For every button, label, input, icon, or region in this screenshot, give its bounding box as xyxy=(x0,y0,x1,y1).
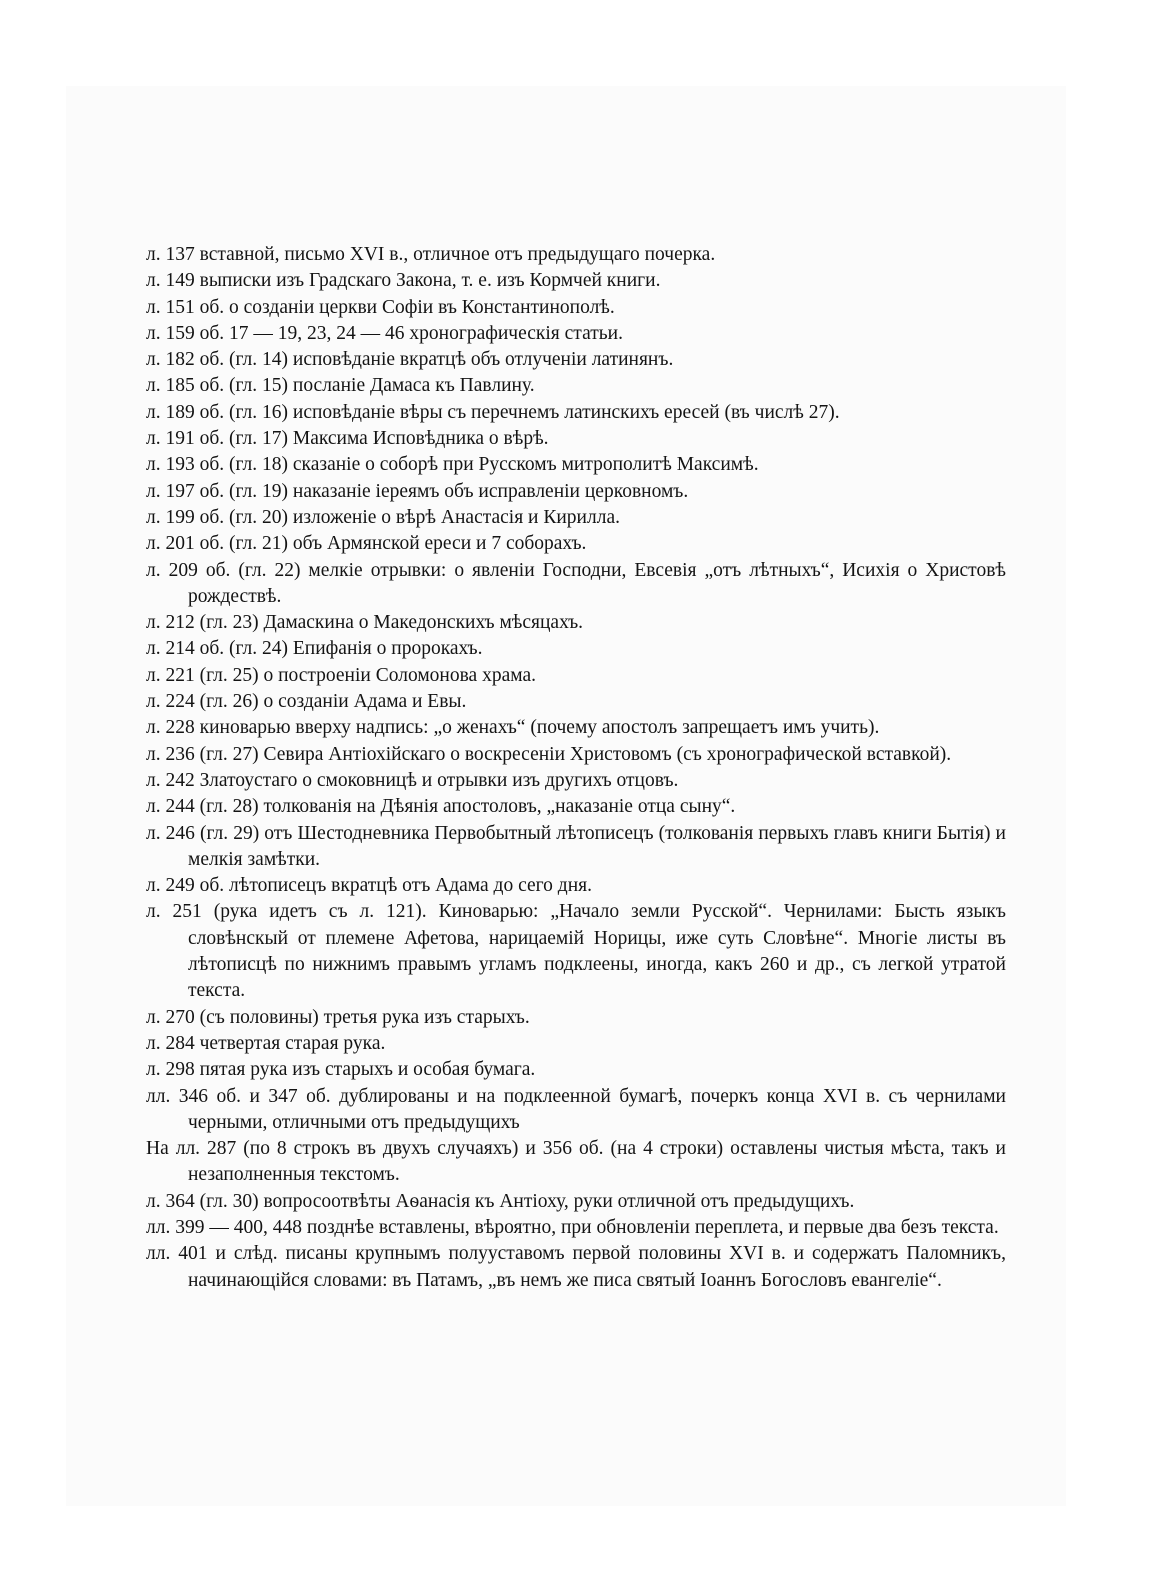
folio-entry: л. 201 об. (гл. 21) объ Армянской ереси и 7 соборахъ. xyxy=(146,533,587,555)
folio-entry: л. 137 вставной, письмо XVI в., отличное отъ предыдущаго почерка. xyxy=(146,244,716,265)
folio-entry: л. 221 (гл. 25) о построеніи Соломонова храма. xyxy=(146,664,536,686)
folio-entry: л. 199 об. (гл. 20) изложеніе о вѣрѣ Анастасія и Кирилла. xyxy=(146,506,620,528)
folio-entry: л. 249 об. лѣтописецъ вкратцѣ отъ Адама до сего дня. xyxy=(146,875,592,897)
folio-entry: л. 236 (гл. 27) Севира Антіохійскаго о воскресеніи Христовомъ (съ хронографической вставкой). xyxy=(146,743,952,765)
folio-entry: л. 159 об. 17 — 19, 23, 24 — 46 хронографическія статьи. xyxy=(146,322,623,344)
folio-entry: л. 214 об. (гл. 24) Епифанія о пророкахъ. xyxy=(146,638,483,660)
folio-entry: лл. 399 — 400, 448 позднѣе вставлены, вѣроятно, при обновленіи переплета, и первые два безъ текста. xyxy=(146,1216,999,1238)
folio-entry: л. 182 об. (гл. 14) исповѣданіе вкратцѣ объ отлученіи латинянъ. xyxy=(146,349,674,371)
folio-entry: л. 228 киноварью вверху надпись: „о женахъ“ (почему апостолъ запрещаетъ имъ учить). xyxy=(146,717,880,739)
folio-entry: На лл. 287 (по 8 строкъ въ двухъ случаяхъ) и 356 об. (на 4 строки) оставлены чистыя мѣста, такъ и незаполненныя текстомъ. xyxy=(146,1138,1006,1186)
folio-entry: лл. 401 и слѣд. писаны крупнымъ полууставомъ первой половины XVI в. и содержатъ Паломникъ, начинающійся словами: въ Патамъ, „въ немъ же писа святый Іоаннъ Богословъ евангеліе“. xyxy=(146,1243,1006,1291)
folio-entry: л. 185 об. (гл. 15) посланіе Дамаса къ Павлину. xyxy=(146,375,535,397)
folio-entry: л. 284 четвертая старая рука. xyxy=(146,1032,386,1054)
folio-entry: л. 244 (гл. 28) толкованія на Дѣянія апостоловъ, „наказаніе отца сыну“. xyxy=(146,796,736,818)
folio-entry: л. 189 об. (гл. 16) исповѣданіе вѣры съ перечнемъ латинскихъ ересей (въ числѣ 27). xyxy=(146,401,840,423)
folio-entry: л. 242 Златоустаго о смоковницѣ и отрывки изъ другихъ отцовъ. xyxy=(146,769,679,791)
folio-entry: л. 298 пятая рука изъ старыхъ и особая бумага. xyxy=(146,1059,536,1081)
folio-entry: л. 197 об. (гл. 19) наказаніе іереямъ объ исправленіи церковномъ. xyxy=(146,480,689,502)
folio-entry: л. 364 (гл. 30) вопросоотвѣты Аѳанасія къ Антіоху, руки отличной отъ предыдущихъ. xyxy=(146,1190,855,1212)
folio-entry: л. 191 об. (гл. 17) Максима Исповѣдника о вѣрѣ. xyxy=(146,428,549,450)
folio-entry: л. 212 (гл. 23) Дамаскина о Македонскихъ мѣсяцахъ. xyxy=(146,612,584,634)
folio-entry: л. 151 об. о созданіи церкви Софіи въ Константинополѣ. xyxy=(146,296,615,318)
folio-entry: л. 251 (рука идетъ съ л. 121). Киноварью: „Начало земли Русской“. Чернилами: Бысть языкъ словѣнскый от племене Афетова, нарицаемій Норицы, иже суть Словѣне“. Многіе листы въ лѣтописцѣ по нижнимъ правымъ угламъ подклеены, иногда, какъ 260 и др., съ легкой утратой текста. xyxy=(146,901,1006,1002)
folio-entry: л. 224 (гл. 26) о созданіи Адама и Евы. xyxy=(146,691,467,713)
folio-entry: л. 209 об. (гл. 22) мелкіе отрывки: о явленіи Господни, Евсевія „отъ лѣтныхъ“, Исихія о Христовѣ рождествѣ. xyxy=(146,559,1006,607)
folio-entry: л. 246 (гл. 29) отъ Шестодневника Первобытный лѣтописецъ (толкованія первыхъ главъ книги Бытія) и мелкія замѣтки. xyxy=(146,822,1006,870)
folio-entry: лл. 346 об. и 347 об. дублированы и на подклеенной бумагѣ, почеркъ конца XVI в. съ чернилами черными, отличными отъ предыдущихъ xyxy=(146,1085,1006,1133)
folio-entry: л. 193 об. (гл. 18) сказаніе о соборѣ при Русскомъ митрополитѣ Максимѣ. xyxy=(146,454,759,476)
folio-entry: л. 270 (съ половины) третья рука изъ старыхъ. xyxy=(146,1006,530,1028)
manuscript-folio-list xyxy=(146,242,1006,1294)
folio-entry: л. 149 выписки изъ Градскаго Закона, т. е. изъ Кормчей книги. xyxy=(146,270,661,292)
